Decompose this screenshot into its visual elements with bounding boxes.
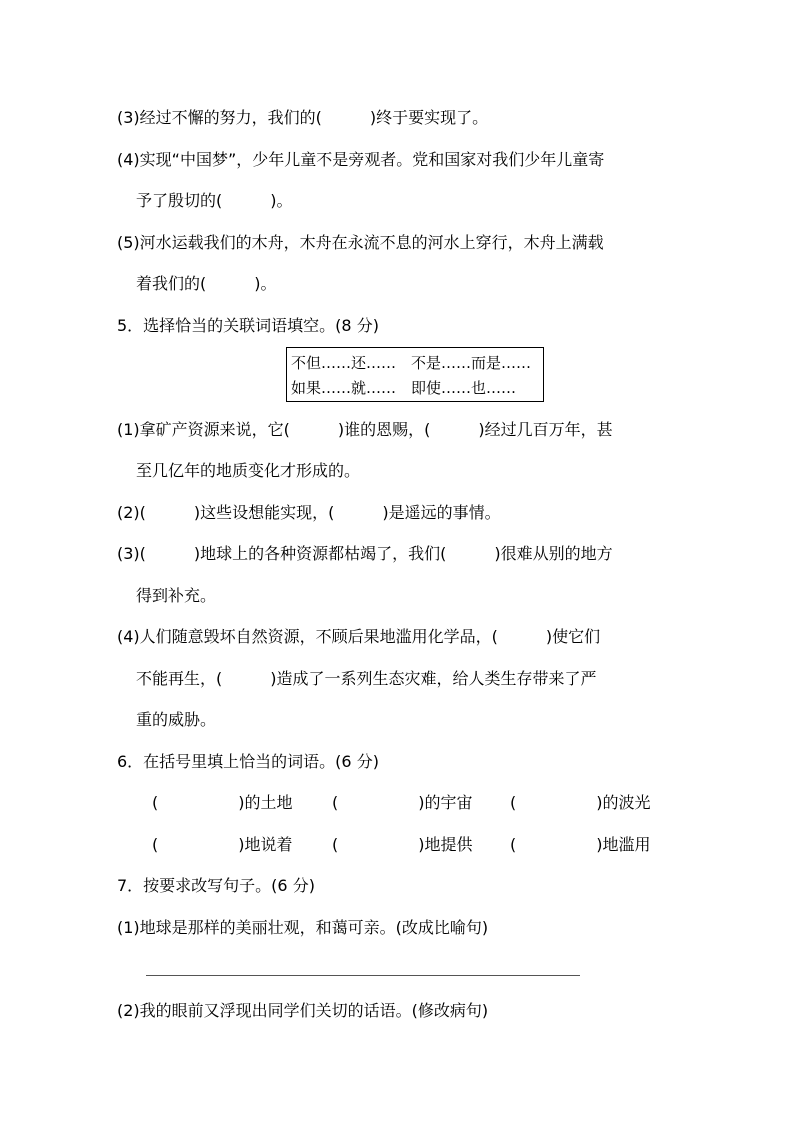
q7-item-1-answer-line	[146, 975, 580, 976]
conjunction-options-box	[286, 347, 544, 402]
q5-item-4-line-3: 重的威胁。	[136, 710, 217, 729]
q4-item-5-line-2: 着我们的( )。	[136, 274, 277, 293]
q4-item-5-line-1: (5)河水运载我们的木舟，木舟在永流不息的河水上穿行，木舟上满载	[117, 233, 604, 252]
q6-title: 6．在括号里填上恰当的词语。(6 分)	[117, 752, 379, 771]
q4-item-4-line-2: 予了殷切的( )。	[136, 191, 293, 210]
q6-blank-5: ( )地提供	[332, 835, 473, 854]
q6-blank-1: ( )的土地	[152, 793, 293, 812]
q7-item-2: (2)我的眼前又浮现出同学们关切的话语。(修改病句)	[117, 1001, 489, 1020]
q5-title: 5．选择恰当的关联词语填空。(8 分)	[117, 316, 379, 335]
q5-item-4-line-2: 不能再生，( )造成了一系列生态灾难，给人类生存带来了严	[136, 669, 597, 688]
q5-item-4-line-1: (4)人们随意毁坏自然资源，不顾后果地滥用化学品，( )使它们	[117, 627, 601, 646]
q6-blank-6: ( )地滥用	[510, 835, 651, 854]
q7-item-1: (1)地球是那样的美丽壮观，和蔼可亲。(改成比喻句)	[117, 918, 489, 937]
q5-item-1-line-1: (1)拿矿产资源来说，它( )谁的恩赐，( )经过几百万年，甚	[117, 420, 613, 439]
q6-blank-3: ( )的波光	[510, 793, 651, 812]
q6-blank-4: ( )地说着	[152, 835, 293, 854]
q5-item-1-line-2: 至几亿年的地质变化才形成的。	[136, 461, 361, 480]
q5-item-2: (2)( )这些设想能实现，( )是遥远的事情。	[117, 503, 501, 522]
q7-title: 7．按要求改写句子。(6 分)	[117, 876, 315, 895]
q4-item-3: (3)经过不懈的努力，我们的( )终于要实现了。	[117, 108, 489, 127]
q6-blank-2: ( )的宇宙	[332, 793, 473, 812]
conjunction-options-row-2: 如果……就…… 即使……也……	[291, 379, 517, 397]
q5-item-3-line-1: (3)( )地球上的各种资源都枯竭了，我们( )很难从别的地方	[117, 544, 613, 563]
conjunction-options-row-1: 不但……还…… 不是……而是……	[291, 354, 532, 372]
q4-item-4-line-1: (4)实现“中国梦”，少年儿童不是旁观者。党和国家对我们少年儿童寄	[117, 150, 605, 169]
q5-item-3-line-2: 得到补充。	[136, 586, 217, 605]
